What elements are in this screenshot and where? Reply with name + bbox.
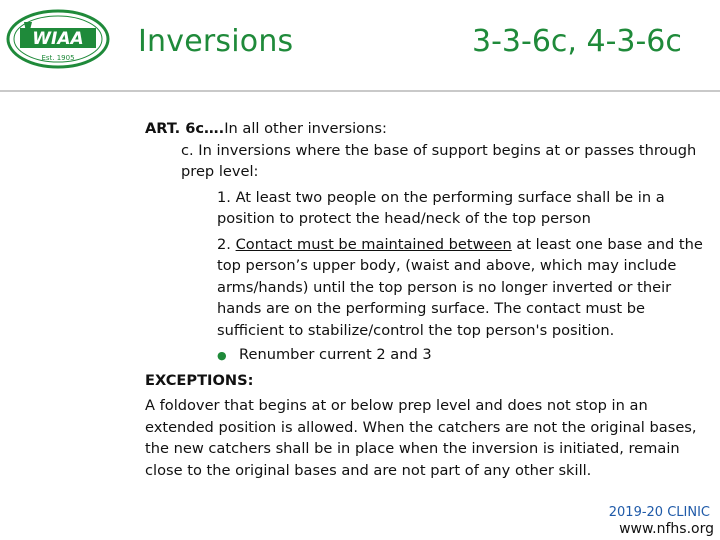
rule-item-2-prefix: 2.: [217, 235, 236, 253]
footer-clinic: 2019-20 CLINIC: [608, 505, 710, 520]
rule-reference: 3-3-6c, 4-3-6c: [472, 24, 682, 59]
article-line: [145, 118, 705, 140]
rule-item-2-underlined: Contact must be maintained between: [235, 235, 512, 253]
logo-text: WIAA: [32, 29, 84, 49]
footer-url: www.nfhs.org: [619, 521, 714, 537]
article-text: In all other inversions:: [224, 120, 387, 137]
article-label: ART. 6c….: [145, 120, 225, 137]
bullet-icon: ●: [217, 349, 227, 362]
rule-item-1: 1. At least two people on the performing surface shall be in a position to protect the head/neck of the top person: [217, 188, 665, 227]
bullet-text: Renumber current 2 and 3: [239, 346, 432, 363]
slide-body: [145, 118, 705, 481]
logo-subtext: Est. 1905: [41, 54, 75, 62]
exceptions-label: EXCEPTIONS:: [145, 371, 254, 389]
subsection-c: c. In inversions where the base of support begins at or passes through prep level:: [181, 141, 697, 180]
wiaa-logo: [6, 8, 110, 70]
rule-item-2: [145, 234, 705, 342]
exceptions-text: A foldover that begins at or below prep level and does not stop in an extended position is allowed. When the catchers are not the original bases, the new catchers shall be in place when the inversion is initiated, remain close to the original bases and are not part of any other skill.: [145, 397, 697, 479]
bullet-item: [145, 344, 705, 367]
header-divider: [0, 90, 720, 92]
page-title: Inversions: [138, 24, 294, 59]
rule-item-2-rest: at least one base and the top person’s upper body, (waist and above, which may include arms/hands) until the top person is no longer inverted or their hands are on the performing surface. The contact must be sufficient to stabilize/control the top person's position.: [217, 235, 703, 339]
